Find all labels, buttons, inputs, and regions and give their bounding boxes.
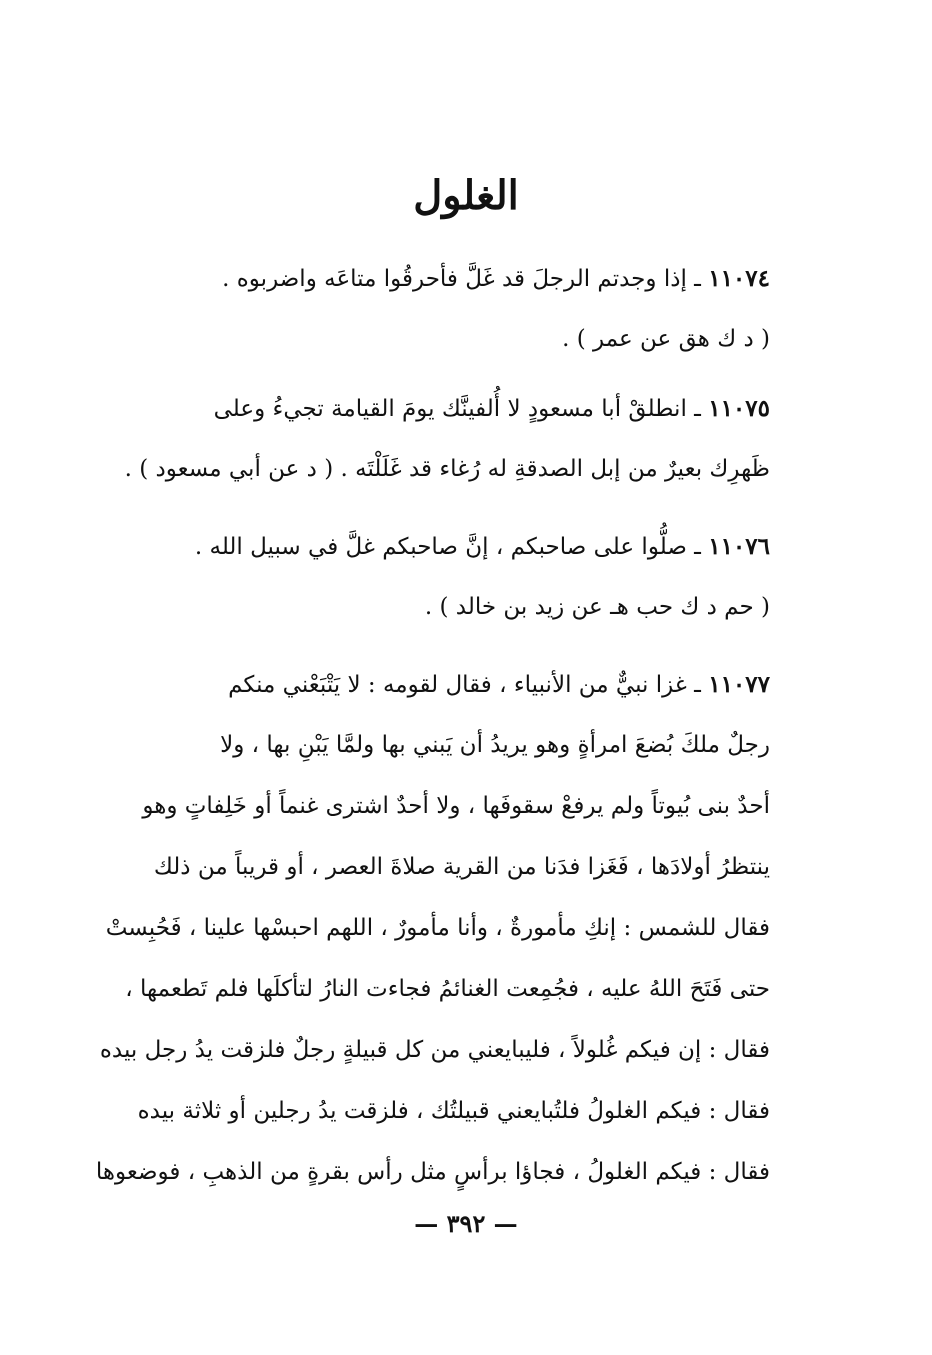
hadith-number: ١١٠٧٥ bbox=[708, 395, 770, 422]
hadith-line: ظَهرِك بعيرٌ من إبل الصدقةِ له رُغاء قد غَلَلْتَه . ( د عن أبي مسعود ) . bbox=[124, 456, 770, 482]
page-title: الغلول bbox=[413, 172, 519, 219]
page-number: — ٣٩٢ — bbox=[414, 1209, 518, 1238]
hadith-line: أحدٌ بنى بُيوتاً ولم يرفعْ سقوفَها ، ولا أحدٌ اشترى غنماً أو خَلِفاتٍ وهو bbox=[142, 793, 770, 819]
hadith-line: ( حم د ك حب هـ عن زيد بن خالد ) . bbox=[424, 594, 770, 620]
hadith-line: ١١٠٧٤ ـ إذا وجدتم الرجلَ قد غَلَّ فأحرقُوا متاعَه واضربوه . bbox=[222, 265, 770, 292]
hadith-11075 bbox=[70, 378, 770, 500]
hadith-line: فقال للشمس : إنكِ مأمورةٌ ، وأنا مأمورٌ ، اللهم احبسْها علينا ، فَحُبِستْ bbox=[105, 915, 770, 941]
hadith-text: إذا وجدتم الرجلَ قد غَلَّ فأحرقُوا متاعَه واضربوه . bbox=[222, 266, 687, 292]
hadith-11077 bbox=[70, 654, 770, 1203]
hadith-line: رجلٌ ملكَ بُضعَ امرأةٍ وهو يريدُ أن يَبني بها ولمَّا يَبْنِ بها ، ولا bbox=[220, 732, 770, 758]
hadith-line: حتى فَتَحَ اللهُ عليه ، فجُمِعت الغنائمُ فجاءت النارُ لتأكلَها فلم تَطعمها ، bbox=[125, 976, 770, 1002]
hadith-11074 bbox=[70, 248, 770, 370]
hadith-number: ١١٠٧٤ bbox=[708, 265, 770, 292]
hadith-line: ١١٠٧٥ ـ انطلقْ أبا مسعودٍ لا أُلفينَّك يومَ القيامة تجيءُ وعلى bbox=[213, 395, 770, 422]
hadith-text: انطلقْ أبا مسعودٍ لا أُلفينَّك يومَ القيامة تجيءُ وعلى bbox=[213, 396, 687, 422]
hadith-number: ١١٠٧٦ bbox=[708, 533, 770, 560]
hadith-text: غزا نبيٌّ من الأنبياء ، فقال لقومه : لا يَتْبَعْني منكم bbox=[228, 672, 687, 698]
hadith-line: فقال : فيكم الغلولُ ، فجاؤا برأسٍ مثل رأس بقرةٍ من الذهبِ ، فوضعوها bbox=[95, 1159, 770, 1185]
hadith-line: فقال : إن فيكم غُلولاً ، فليبايعني من كل قبيلةٍ رجلٌ فلزقت يدُ رجل بيده bbox=[99, 1037, 770, 1063]
hadith-line: ١١٠٧٦ ـ صلُّوا على صاحبكم ، إنَّ صاحبكم غلَّ في سبيل الله . bbox=[194, 533, 770, 560]
hadith-line: فقال : فيكم الغلولُ فلتُبايعني قبيلتُك ، فلزقت يدُ رجلين أو ثلاثة بيده bbox=[137, 1098, 770, 1124]
hadith-line: ينتظرُ أولادَها ، فَغَزا فدَنا من القرية صلاةَ العصر ، أو قريباً من ذلك bbox=[153, 854, 770, 880]
hadith-11076 bbox=[70, 516, 770, 638]
hadith-line: ( د ك هق عن عمر ) . bbox=[562, 326, 770, 352]
hadith-line: ١١٠٧٧ ـ غزا نبيٌّ من الأنبياء ، فقال لقومه : لا يَتْبَعْني منكم bbox=[228, 671, 770, 698]
hadith-text: صلُّوا على صاحبكم ، إنَّ صاحبكم غلَّ في سبيل الله . bbox=[194, 534, 687, 560]
hadith-number: ١١٠٧٧ bbox=[708, 671, 770, 698]
